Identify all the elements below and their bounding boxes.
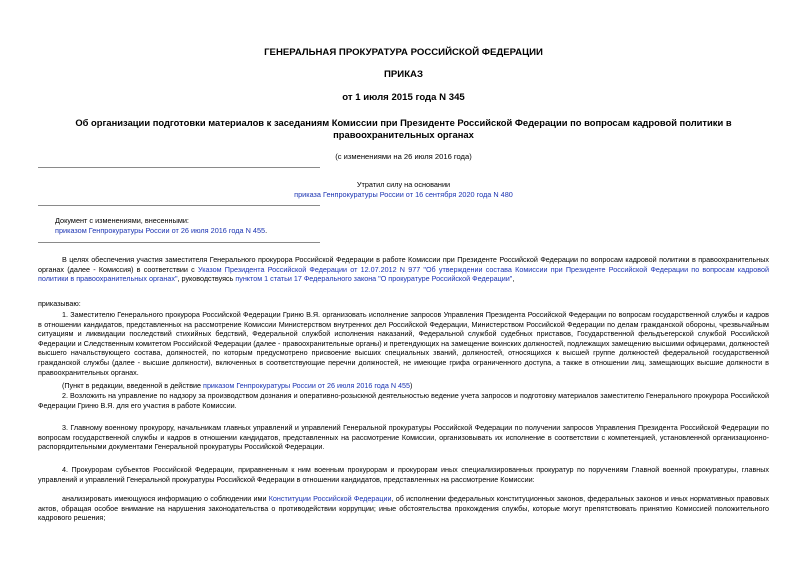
repeal-order-link[interactable]: приказа Генпрокуратуры России от 16 сентября 2020 года N 480 (294, 190, 513, 199)
constitution-link[interactable]: Конституции Российской Федерации (268, 494, 392, 503)
amendment-455-link[interactable]: приказом Генпрокуратуры России от 26 июля 2016 года N 455 (203, 381, 411, 390)
divider (38, 167, 320, 168)
paragraph-intro: В целях обеспечения участия заместителя Генерального прокурора Российской Федерации в работе Комиссии при Президенте Российской Федерации по вопросам кадровой политики в правоохранительных органах (далее - Комиссия) в соответствии с Указом Президента Российской Федерации от 12.07.2012 N 977 "Об утверждении состава Комиссии при Президенте Российской Федерации по вопросам кадровой политики в правоохранительных органах", руководствуясь пунктом 1 статьи 17 Федерального закона "О прокуратуре Российской Федерации", (38, 255, 770, 284)
document-type: ПРИКАЗ (384, 69, 423, 80)
paragraph-3: 3. Главному военному прокурору, начальникам главных управлений и управлений Генеральной прокуратуры Российской Федерации по получении запросов Управления Президента Российской Федерации по вопросам государственной службы и кадров в отношении кандидатов, представленных на рассмотрение Комиссии, организовывать их исполнение в соответствии с компетенцией, установленной организационно-распорядительными документами Генеральной прокуратуры Российской Федерации. (38, 423, 769, 452)
paragraph-5: анализировать имеющуюся информацию о соблюдении ими Конституции Российской Федерации, об исполнении федеральных конституционных законов, федеральных законов и иных нормативных правовых актов, обращая особое внимание на нарушения законодательства о противодействии коррупции; иные обстоятельства прохождения службы, которые могут препятствовать принятию Комиссией положительного кадрового решения; (38, 494, 769, 523)
changes-note: (с изменениями на 26 июля 2016 года) (335, 152, 472, 161)
status-block (0, 180, 807, 200)
divider (38, 205, 320, 206)
prosecutor-law-link[interactable]: пунктом 1 статьи 17 Федерального закона "О прокуратуре Российской Федерации" (235, 274, 513, 284)
paragraph-1-note: (Пункт в редакции, введенной в действие приказом Генпрокуратуры России от 26 июля 2016 года N 455) (62, 381, 413, 390)
paragraph-4: 4. Прокурорам субъектов Российской Федерации, приравненным к ним военным прокурорам и прокурорам иных специализированных прокуратур по поручениям Главной военной прокуратуры, главных управлений и управлений Генеральной прокуратуры Российской Федерации в отношении кандидатов, представленных на рассмотрение Комиссии: (38, 465, 769, 484)
order-word: приказываю: (38, 299, 81, 308)
amendment-order-link[interactable]: приказом Генпрокуратуры России от 26 июля 2016 года N 455 (55, 226, 266, 235)
paragraph-1: 1. Заместителю Генерального прокурора Российской Федерации Гриню В.Я. организовать исполнение запросов Управления Президента Российской Федерации по вопросам государственной службы и кадров в отношении кандидатов, представленных на рассмотрение Комиссии Министерством внутренних дел Российской Федерации, Министерством Российской Федерации по делам гражданской обороны, чрезвычайным ситуациям и ликвидации последствий стихийных бедствий, Федеральной службой исполнения наказаний, Федеральной службой судебных приставов, Государственной фельдъегерской службой Российской Федерации и Следственным комитетом Российской Федерации (далее - правоохранительные органы) и претендующих на замещение воинских должностей, подлежащих замещению высшими офицерами, должностей высшего начальствующего состава, должностей, по которым предусмотрено присвоение высших специальных званий, должностей, относящихся к высшей группе должностей федеральной государственной гражданской службы (далее - высшие должности), включенных в соответствующие перечни должностей, не имеющие грифа ограниченного доступа, а также в отношении лиц, замещающих высшие должности в правоохранительных органах. (38, 310, 769, 377)
paragraph-2: 2. Возложить на управление по надзору за производством дознания и оперативно-розыскной деятельностью ведение учета запросов и подготовку материалов заместителю Генерального прокурора Российской Федерации Гриню В.Я. для его участия в работе Комиссии. (38, 391, 769, 410)
amendments-label: Документ с изменениями, внесенными: (55, 216, 189, 225)
document-title: Об организации подготовки материалов к заседаниям Комиссии при Президенте Российской Федерации по вопросам кадровой политики в правоохранительных органах (75, 117, 732, 140)
status-text: Утратил силу на основании (356, 180, 451, 189)
organization-name: ГЕНЕРАЛЬНАЯ ПРОКУРАТУРА РОССИЙСКОЙ ФЕДЕРАЦИИ (264, 47, 543, 58)
amendments-block: Документ с изменениями, внесенными: приказом Генпрокуратуры России от 26 июля 2016 года N 455. (55, 216, 355, 236)
divider (38, 242, 320, 243)
document-date-number: от 1 июля 2015 года N 345 (342, 92, 465, 103)
decree-977-link[interactable]: Указом Президента Российской Федерации от 12.07.2012 N 977 "Об утверждении состава Комиссии при Президенте Российской Федерации по вопросам кадровой политики в правоохранительных органах" (38, 264, 770, 284)
